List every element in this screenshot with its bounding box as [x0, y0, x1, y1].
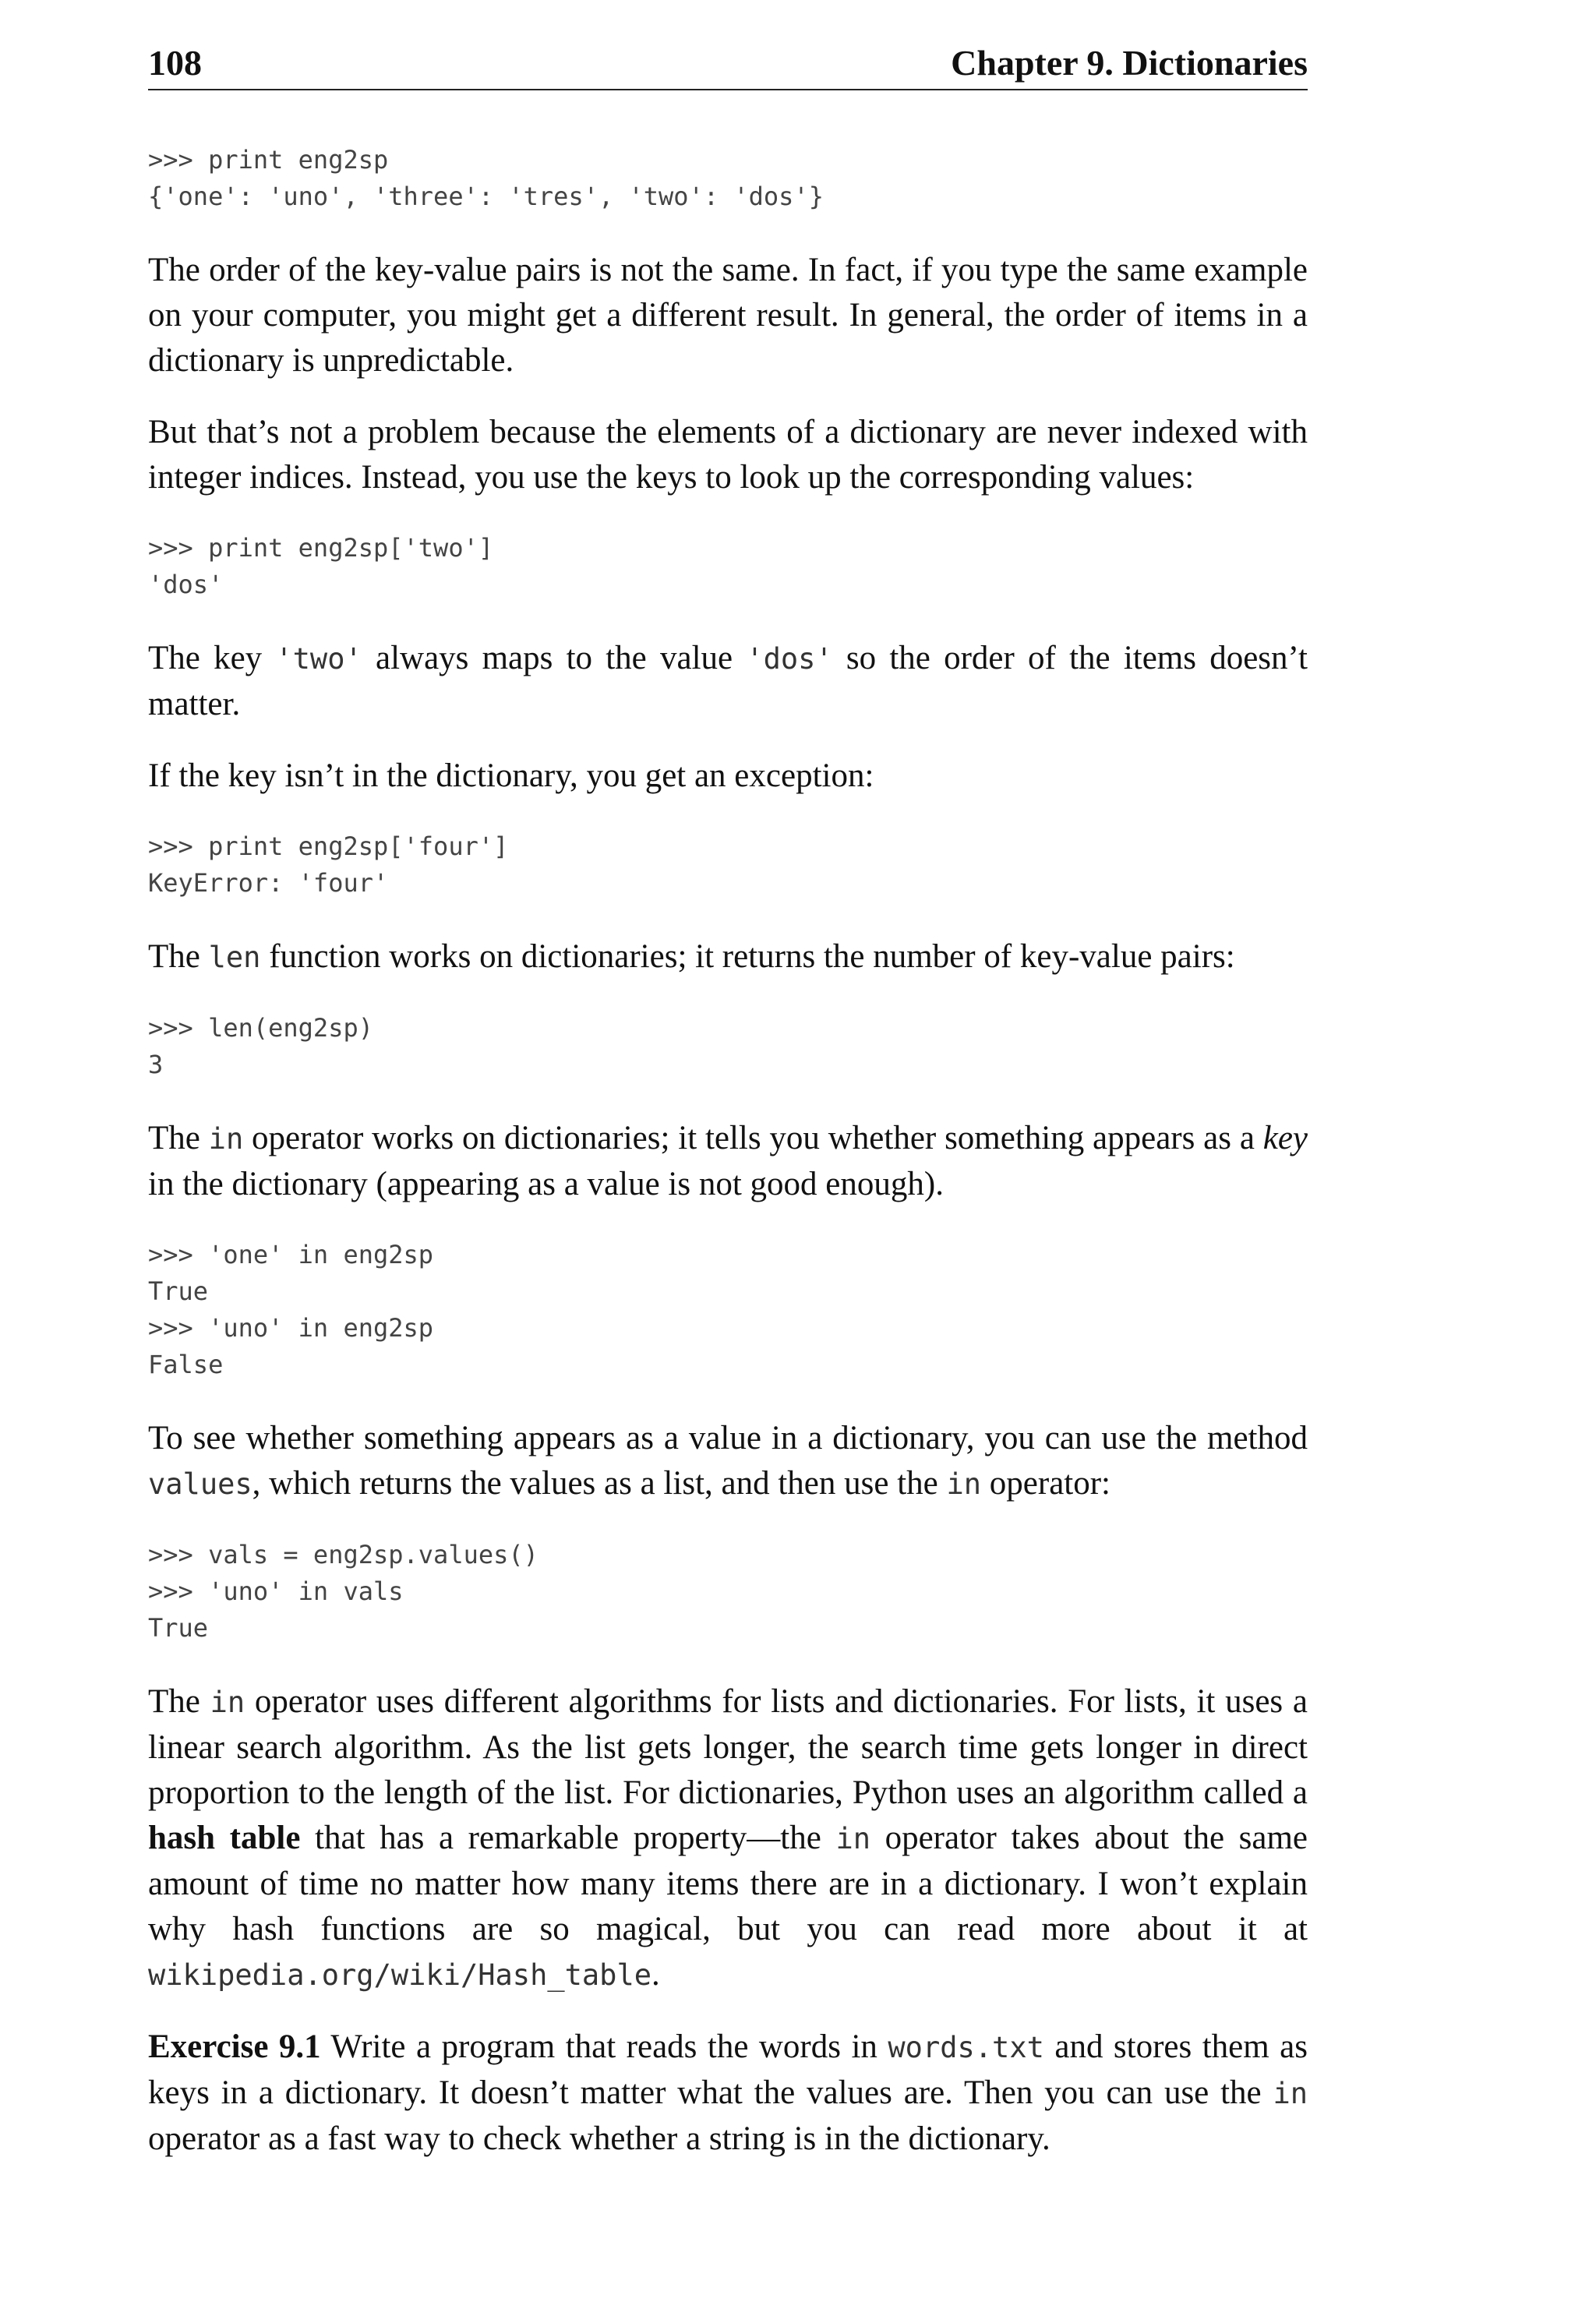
- text-run: Write a program that reads the words in: [320, 2028, 888, 2065]
- paragraph-in-operator: [148, 1116, 1308, 1207]
- running-header: [148, 36, 1308, 90]
- inline-code: in: [210, 1686, 245, 1719]
- code-block-print-dict: [148, 142, 1308, 215]
- paragraph-key-maps: [148, 636, 1308, 727]
- paragraph-hash-table: [148, 1679, 1308, 1998]
- text-run: To see whether something appears as a value in a dictionary, you can use the method: [148, 1420, 1308, 1456]
- inline-code: in: [1273, 2077, 1308, 2110]
- chapter-title: Chapter 9. Dictionaries: [951, 43, 1308, 83]
- code-line: {'one': 'uno', 'three': 'tres', 'two': 'dos'}: [148, 182, 824, 211]
- code-block-keyerror: [148, 828, 1308, 902]
- code-block-values: [148, 1537, 1308, 1647]
- code-line: True: [148, 1613, 209, 1643]
- text-run: , which returns the values as a list, and then use the: [252, 1465, 947, 1502]
- text-run: and stores them as keys in a dictionary. It doesn’t matter what the values are. Then you can use the: [148, 2028, 1308, 2111]
- text-run: operator works on dictionaries; it tells you whether something appears as a: [243, 1120, 1263, 1156]
- text-run: in the dictionary (appearing as a value is not good enough).: [148, 1166, 944, 1202]
- bold-term: hash table: [148, 1820, 301, 1856]
- code-line: 3: [148, 1050, 164, 1079]
- text-run: The: [148, 1120, 209, 1156]
- text-run: operator as a fast way to check whether a string is in the dictionary.: [148, 2120, 1050, 2157]
- paragraph-keys-lookup: But that’s not a problem because the elements of a dictionary are never indexed with integer indices. Instead, you use the keys to look up the corresponding values:: [148, 414, 1308, 496]
- exercise-label: Exercise 9.1: [148, 2028, 321, 2065]
- code-line: False: [148, 1350, 224, 1379]
- text-run: The: [148, 1683, 210, 1720]
- code-line: >>> 'uno' in eng2sp: [148, 1313, 434, 1343]
- emphasis: key: [1262, 1120, 1308, 1156]
- code-line: >>> vals = eng2sp.values(): [148, 1540, 538, 1569]
- exercise-9-1: [148, 2025, 1308, 2162]
- inline-code: values: [148, 1467, 252, 1501]
- code-line: >>> print eng2sp['two']: [148, 533, 494, 563]
- inline-code: in: [946, 1467, 982, 1501]
- code-line: >>> len(eng2sp): [148, 1013, 373, 1043]
- text-run: that has a remarkable property—the: [300, 1820, 836, 1856]
- code-block-in-tests: [148, 1237, 1308, 1383]
- code-block-len: [148, 1010, 1308, 1083]
- inline-code-url: wikipedia.org/wiki/Hash_table: [148, 1958, 652, 1992]
- inline-code: 'two': [275, 642, 362, 676]
- text-run: operator uses different algorithms for lists and dictionaries. For lists, it uses a linear search algorithm. As the list gets longer, the search time gets longer in direct proportion to the length of the list. For dictionaries, Python uses an algorithm called a: [148, 1683, 1308, 1811]
- paragraph-exception: If the key isn’t in the dictionary, you get an exception:: [148, 757, 874, 794]
- inline-code: 'dos': [746, 642, 833, 676]
- text-run: .: [651, 1956, 660, 1993]
- text-run: operator:: [981, 1465, 1110, 1502]
- text-run: operator takes about the same amount of time no matter how many items there are in a dictionary. I won’t explain why hash functions are so magical, but you can read more about it at: [148, 1820, 1308, 1947]
- text-run: function works on dictionaries; it returns the number of key-value pairs:: [260, 938, 1235, 975]
- paragraph-order: The order of the key-value pairs is not the same. In fact, if you type the same example on your computer, you might get a different result. In general, the order of items in a dictionary is unpredictable.: [148, 252, 1308, 379]
- text-run: The key: [148, 640, 276, 676]
- code-line: 'dos': [148, 570, 224, 599]
- inline-code: in: [208, 1122, 244, 1156]
- code-line: >>> print eng2sp: [148, 145, 389, 175]
- inline-code: words.txt: [888, 2031, 1044, 2064]
- paragraph-len: [148, 934, 1308, 980]
- page-number: 108: [148, 43, 202, 83]
- code-line: >>> 'one' in eng2sp: [148, 1240, 434, 1269]
- paragraph-values-method: [148, 1416, 1308, 1507]
- inline-code: in: [835, 1822, 870, 1855]
- text-run: so the order of the items doesn’t matter.: [148, 640, 1308, 722]
- inline-code: len: [208, 941, 261, 974]
- text-run: always maps to the value: [362, 640, 747, 676]
- text-run: The: [148, 938, 209, 975]
- code-line: >>> print eng2sp['four']: [148, 831, 509, 861]
- code-line: >>> 'uno' in vals: [148, 1576, 404, 1606]
- code-line: KeyError: 'four': [148, 868, 389, 898]
- page-content: [148, 142, 1308, 2162]
- code-block-lookup-two: [148, 530, 1308, 603]
- code-line: True: [148, 1276, 209, 1306]
